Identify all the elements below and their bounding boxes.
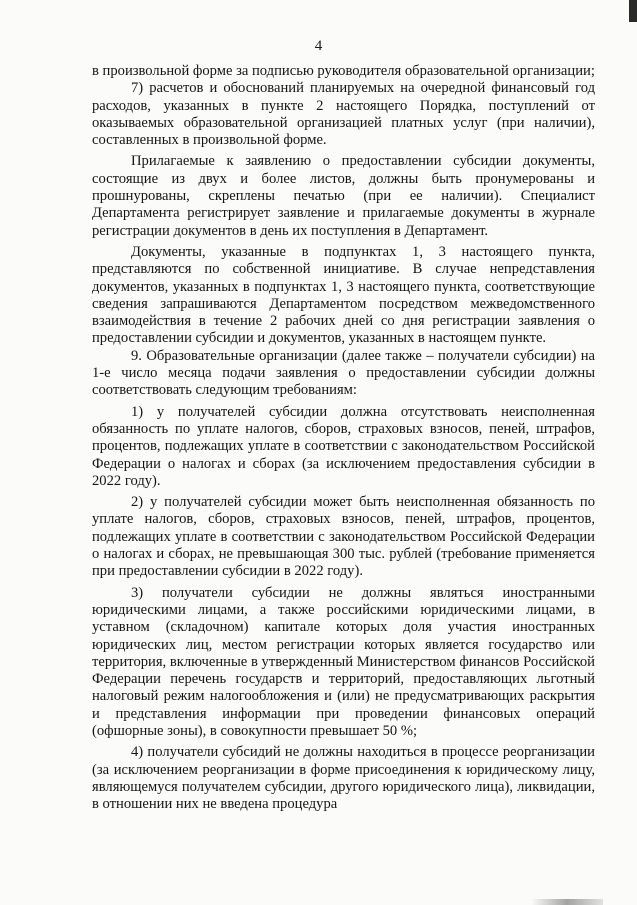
page-number: 4 bbox=[314, 38, 323, 54]
document-body bbox=[92, 63, 595, 813]
scan-edge-mark bbox=[629, 0, 637, 22]
paragraph-item-7: 7) расчетов и обоснований планируемых на очередной финансовый год расходов, указанных в пункте 2 настоящего Порядка, поступлений от оказываемых образовательной организацией платных услуг (при наличии), составленных в произвольной форме. bbox=[92, 80, 595, 149]
scan-smudge bbox=[531, 899, 603, 905]
paragraph-continuation: в произвольной форме за подписью руководителя образовательной организации; bbox=[92, 63, 595, 79]
paragraph-requirement-1: 1) у получателей субсидии должна отсутствовать неисполненная обязанность по уплате налогов, сборов, страховых взносов, пеней, штрафов, процентов, подлежащих уплате в соответствии с законодательством Российской Федерации о налогах и сборах (за исключением предоставления субсидии в 2022 году). bbox=[92, 403, 595, 489]
paragraph-requirement-4: 4) получатели субсидий не должны находиться в процессе реорганизации (за исключением реорганизации в форме присоединения к юридическому лицу, являющемуся получателем субсидии, другого юридического лица), ликвидации, в отношении них не введена процедура bbox=[92, 744, 595, 813]
paragraph-documents: Документы, указанные в подпунктах 1, 3 настоящего пункта, представляются по собственной инициативе. В случае непредставления документов, указанных в подпунктах 1, 3 настоящего пункта, соответствующие сведения запрашиваются Департаментом посредством межведомственного взаимодействия в течение 2 рабочих дней со дня регистрации заявления о предоставлении субсидии и документов, указанных в настоящем пункте. bbox=[92, 243, 595, 347]
paragraph-section-9: 9. Образовательные организации (далее также – получатели субсидии) на 1-е число месяца подачи заявления о предоставлении субсидии должны соответствовать следующим требованиям: bbox=[92, 347, 595, 399]
paragraph-attachments: Прилагаемые к заявлению о предоставлении субсидии документы, состоящие из двух и более листов, должны быть пронумерованы и прошнурованы, скреплены печатью (при ее наличии). Специалист Департамента регистрирует заявление и прилагаемые документы в журнале регистрации документов в день их поступления в Департамент. bbox=[92, 153, 595, 239]
paragraph-requirement-3: 3) получатели субсидии не должны являться иностранными юридическими лицами, а также российскими юридическими лицами, в уставном (складочном) капитале которых доля участия иностранных юридических лиц, местом регистрации которых является государство или территория, включенные в утвержденный Министерством финансов Российской Федерации перечень государств и территорий, предоставляющих льготный налоговый режим налогообложения и (или) не предусматривающих раскрытия и представления информации при проведении финансовых операций (офшорные зоны), в совокупности превышает 50 %; bbox=[92, 584, 595, 739]
paragraph-requirement-2: 2) у получателей субсидии может быть неисполненная обязанность по уплате налогов, сборов, страховых взносов, пеней, штрафов, процентов, подлежащих уплате в соответствии с законодательством Российской Федерации о налогах и сборах, не превышающая 300 тыс. рублей (требование применяется при предоставлении субсидии в 2022 году). bbox=[92, 494, 595, 580]
